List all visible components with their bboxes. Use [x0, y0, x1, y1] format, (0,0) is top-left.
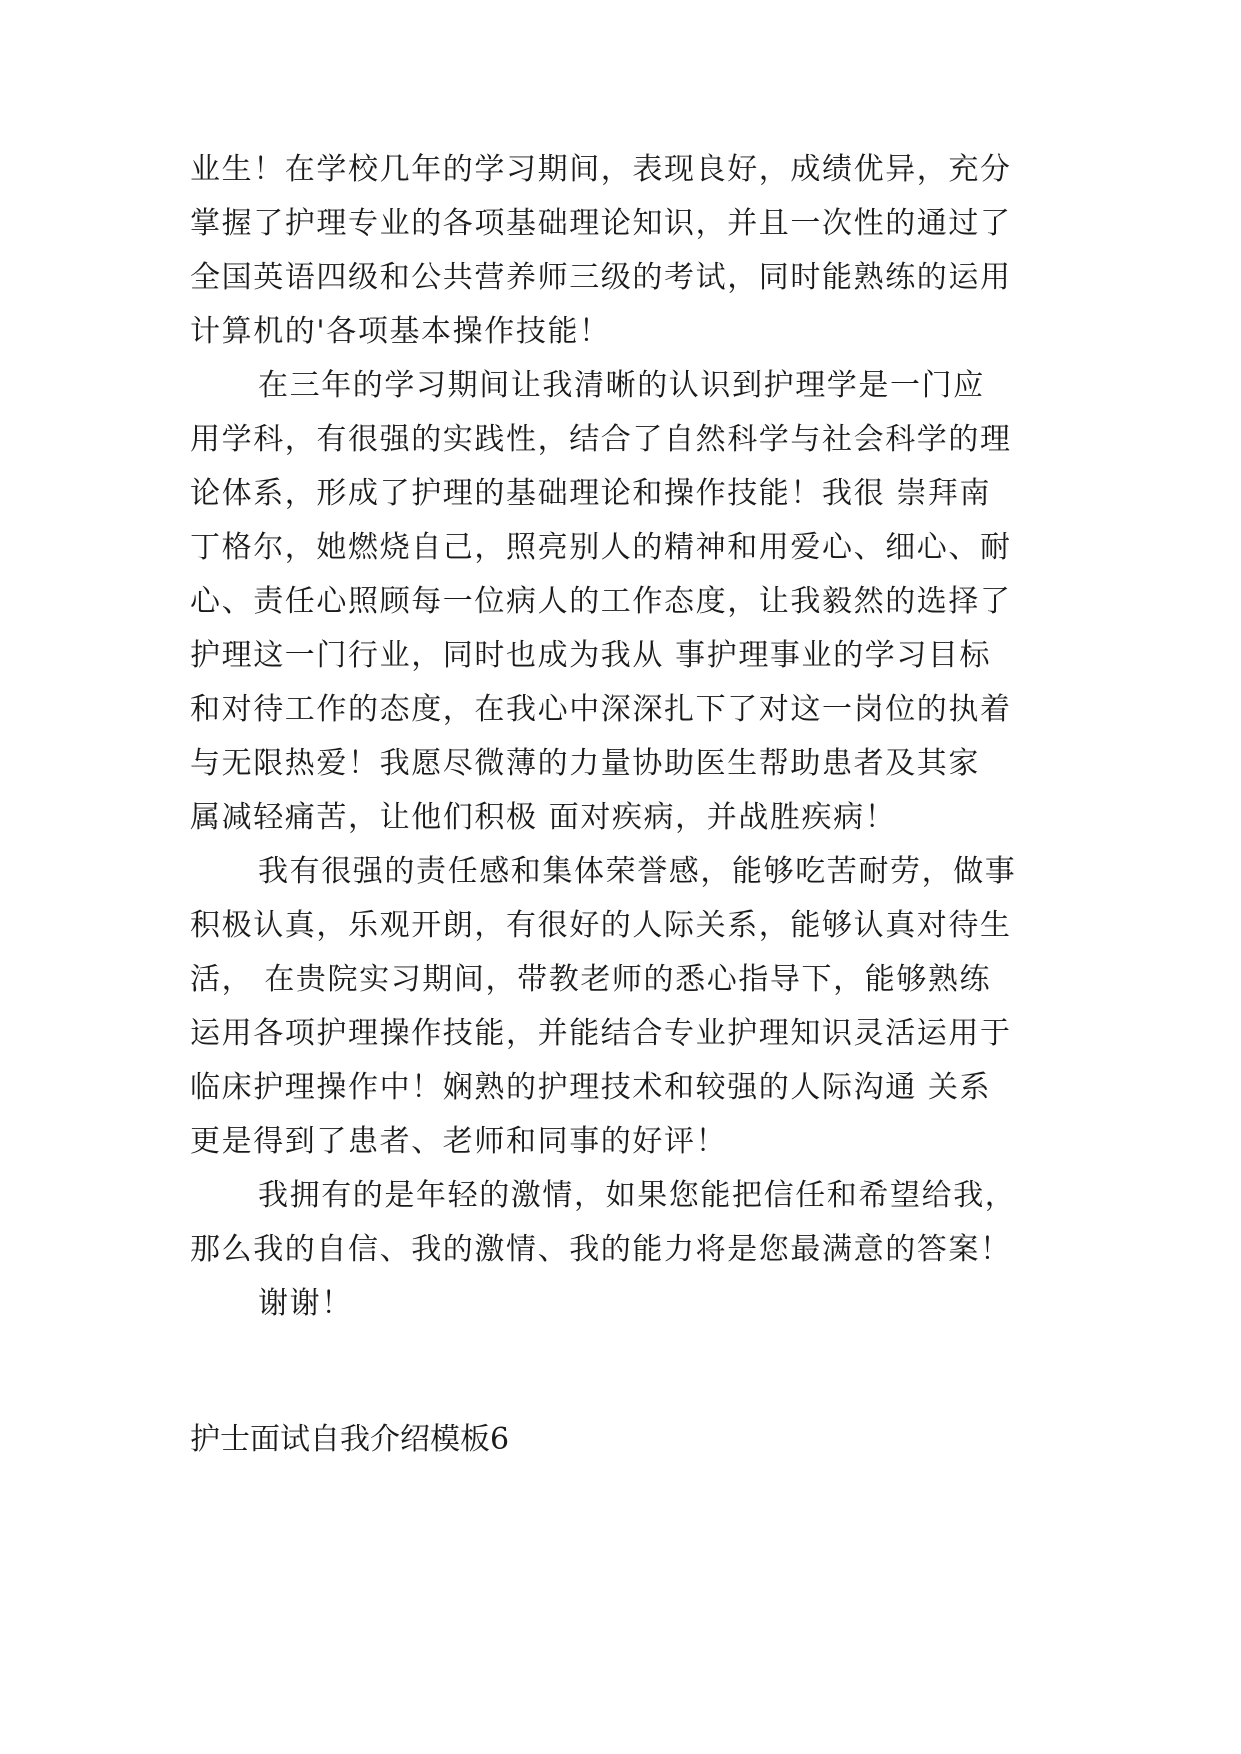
text-line: 心、责任心照顾每一位病人的工作态度，让我毅然的选择了	[190, 584, 1012, 619]
text-line: 那么我的自信、我的激情、我的能力将是您最满意的答案！	[190, 1232, 1012, 1267]
text-line: 属减轻痛苦，让他们积极 面对疾病，并战胜疾病！	[190, 800, 897, 835]
paragraph-start-line: 在三年的学习期间让我清晰的认识到护理学是一门应	[258, 368, 985, 403]
text-line: 活， 在贵院实习期间，带教老师的悉心指导下，能够熟练	[190, 962, 992, 997]
text-line: 掌握了护理专业的各项基础理论知识，并且一次性的通过了	[190, 206, 1012, 241]
paragraph-start-line: 我有很强的责任感和集体荣誉感，能够吃苦耐劳，做事	[258, 854, 1017, 889]
text-line: 全国英语四级和公共营养师三级的考试，同时能熟练的运用	[190, 260, 1012, 295]
text-line: 与无限热爱！我愿尽微薄的力量协助医生帮助患者及其家	[190, 746, 980, 781]
text-line: 丁格尔，她燃烧自己，照亮别人的精神和用爱心、细心、耐	[190, 530, 1012, 565]
paragraph-start-line: 我拥有的是年轻的激情，如果您能把信任和希望给我，	[258, 1178, 1017, 1213]
text-line: 计算机的'各项基本操作技能！	[190, 314, 611, 349]
closing-line: 谢谢！	[258, 1286, 353, 1321]
text-line: 运用各项护理操作技能，并能结合专业护理知识灵活运用于	[190, 1016, 1012, 1051]
text-line: 业生！在学校几年的学习期间，表现良好，成绩优异，充分	[190, 152, 1012, 187]
text-line: 积极认真，乐观开朗，有很好的人际关系，能够认真对待生	[190, 908, 1012, 943]
text-line: 护理这一门行业，同时也成为我从 事护理事业的学习目标	[190, 638, 992, 673]
text-line: 临床护理操作中！娴熟的护理技术和较强的人际沟通 关系	[190, 1070, 992, 1105]
text-line: 更是得到了患者、老师和同事的好评！	[190, 1124, 728, 1159]
text-line: 和对待工作的态度，在我心中深深扎下了对这一岗位的执着	[190, 692, 1012, 727]
section-heading: 护士面试自我介绍模板6	[190, 1422, 510, 1457]
text-line: 用学科，有很强的实践性，结合了自然科学与社会科学的理	[190, 422, 1012, 457]
text-line: 论体系，形成了护理的基础理论和操作技能！我很 崇拜南	[190, 476, 992, 511]
